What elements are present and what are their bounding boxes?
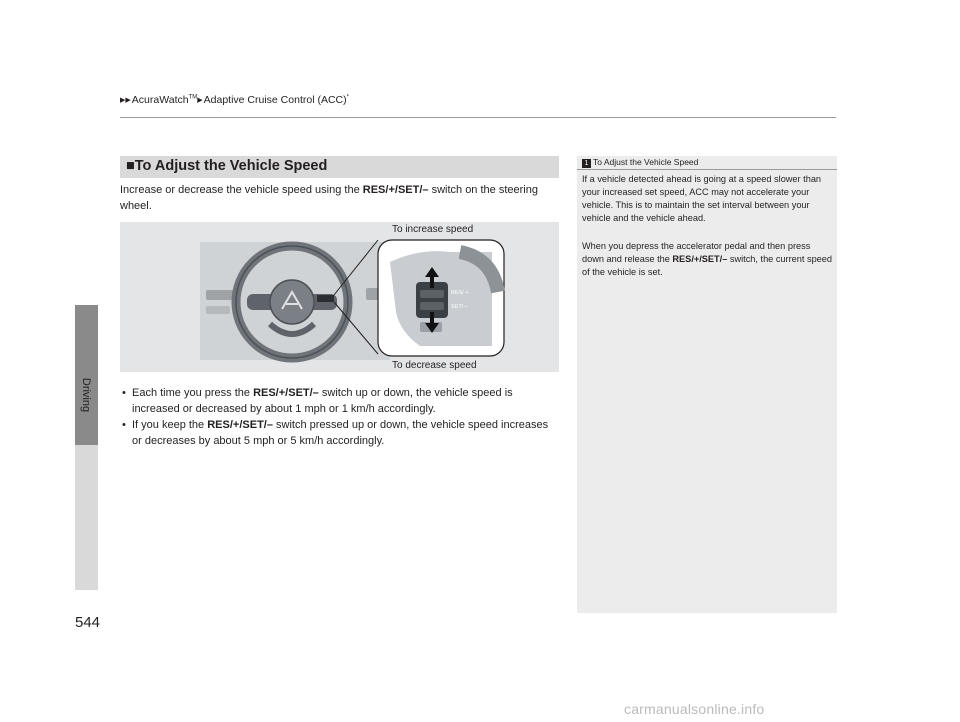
note-switch-slash: / xyxy=(699,254,702,264)
bullet-dot-icon: • xyxy=(122,387,126,399)
note-p2-post: switch, the current speed of the vehicle is set. xyxy=(582,254,833,277)
bullet-text: If you keep the xyxy=(132,419,208,431)
bullet-list xyxy=(120,386,560,450)
asterisk-mark: * xyxy=(346,94,349,101)
steering-hub xyxy=(270,280,314,324)
bullet-item xyxy=(120,386,560,417)
note-header-rule xyxy=(577,169,837,170)
bullet-switch-set: SET/– xyxy=(242,419,273,431)
breadcrumb xyxy=(120,94,349,106)
button-location xyxy=(317,295,334,302)
label-decrease-speed: To decrease speed xyxy=(392,360,477,371)
note-paragraph-1: If a vehicle detected ahead is going at a speed slower than your increased set speed, ACC may not accelerate your vehicle. This is to maintain the set interval between your vehicle and the vehicle ahead. xyxy=(582,174,822,223)
chapter-tab-label: Driving xyxy=(80,377,92,413)
chapter-tab xyxy=(75,305,98,445)
bullet-switch-res: RES/+ xyxy=(253,387,286,399)
bullet-switch-slash: / xyxy=(285,387,289,399)
label-increase-speed: To increase speed xyxy=(392,224,474,235)
intro-paragraph xyxy=(120,182,560,214)
left-vent-lower xyxy=(206,306,230,314)
heading-title: To Adjust the Vehicle Speed xyxy=(134,158,328,174)
zoom-res-text: RES/ + xyxy=(451,290,469,296)
note-p2-pre: When you depress the accelerator pedal and then press down and release the xyxy=(582,241,811,264)
bullet-switch-res: RES/+ xyxy=(207,419,240,431)
page-number: 544 xyxy=(75,614,101,631)
heading-square-icon: ■ xyxy=(126,158,135,174)
switch-slash: / xyxy=(394,184,398,196)
steering-wheel-illustration xyxy=(120,222,559,372)
zoom-set-text: SET/ – xyxy=(451,304,468,310)
bullet-text-post: switch pressed up or down, the vehicle speed increases or decreases by about 5 mph or 5 km/h accordingly. xyxy=(132,419,549,447)
zoom-switch-res xyxy=(420,290,444,298)
intro-text-pre: Increase or decrease the vehicle speed using the xyxy=(120,184,363,196)
breadcrumb-topic: Adaptive Cruise Control (ACC) xyxy=(203,94,347,106)
bullet-switch-set: SET/– xyxy=(288,387,319,399)
intro-text-post: switch on the steering wheel. xyxy=(120,184,538,212)
note-paragraph-2 xyxy=(582,240,832,279)
left-vent xyxy=(206,290,236,300)
bullet-text: Each time you press the xyxy=(132,387,254,399)
bullet-text-post: switch up or down, the vehicle speed is increased or decreased by about 1 mph or 1 km/h accordingly. xyxy=(132,387,513,415)
chapter-tab-lower xyxy=(75,445,98,590)
bullet-item xyxy=(120,418,560,449)
bullet-switch-slash: / xyxy=(239,419,243,431)
breadcrumb-section: AcuraWatch xyxy=(131,94,189,106)
note-switch-res: RES/+ xyxy=(672,254,700,264)
switch-res-label: RES/+ xyxy=(362,184,395,196)
zoom-switch-set xyxy=(420,302,444,310)
note-title-text: To Adjust the Vehicle Speed xyxy=(593,157,699,167)
breadcrumb-separator-icon: ▶ xyxy=(197,97,203,104)
watermark: carmanualsonline.info xyxy=(624,701,765,717)
note-number-icon: 1 xyxy=(582,159,591,168)
note-title xyxy=(582,157,698,168)
breadcrumb-arrow-icon: ▶▶ xyxy=(120,97,131,104)
switch-set-label: SET/– xyxy=(397,184,429,196)
header-rule xyxy=(120,117,836,118)
steering-wheel-figure xyxy=(120,222,559,372)
note-switch-set: SET/– xyxy=(701,254,728,264)
trademark-mark: TM xyxy=(188,94,198,101)
bullet-dot-icon: • xyxy=(122,419,126,431)
section-heading xyxy=(126,158,327,174)
